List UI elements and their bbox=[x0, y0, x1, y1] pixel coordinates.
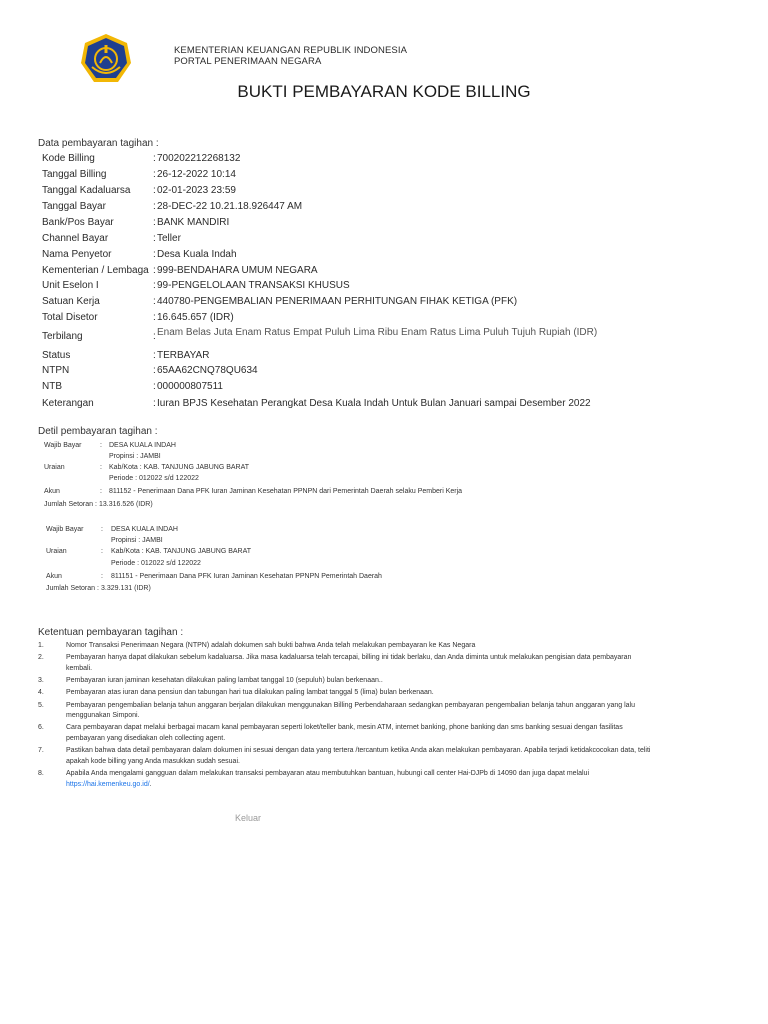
rule-item bbox=[38, 676, 658, 687]
row-separator: : bbox=[153, 381, 156, 392]
detail1-propinsi: Propinsi : JAMBI bbox=[109, 453, 161, 460]
row-separator: : bbox=[153, 249, 156, 260]
rule-number: 6. bbox=[38, 724, 44, 732]
detail-separator: : bbox=[95, 501, 97, 508]
rules-section-heading: Ketentuan pembayaran tagihan : bbox=[38, 627, 184, 638]
row-label: Terbilang bbox=[42, 331, 83, 342]
rule-text: Pembayaran atas iuran dana pensiun dan tabungan hari tua dilakukan paling lambat tanggal 5 (lima) bulan berkenaan. bbox=[66, 689, 434, 697]
detail-value: DESA KUALA INDAH bbox=[111, 526, 178, 533]
row-value: 28-DEC-22 10.21.18.926447 AM bbox=[157, 201, 303, 212]
rule-number: 5. bbox=[38, 701, 44, 709]
row-label: Tanggal Bayar bbox=[42, 201, 106, 212]
rules-list bbox=[38, 641, 658, 792]
detail-separator: : bbox=[100, 488, 102, 495]
detail-separator: : bbox=[101, 526, 103, 533]
rule-number: 8. bbox=[38, 770, 44, 778]
row-separator: : bbox=[153, 296, 156, 307]
row-value: 99-PENGELOLAAN TRANSAKSI KHUSUS bbox=[157, 280, 350, 291]
payment-row-ntpn bbox=[42, 365, 258, 376]
payment-row-ntb bbox=[42, 381, 223, 392]
rule-number: 2. bbox=[38, 654, 44, 662]
rule-text: Apabila Anda mengalami gangguan dalam melakukan transaksi pembayaran atau membutuhkan bantuan, hubungi call center Hai-DJPb di 14090 dan juga dapat melalui bbox=[66, 770, 590, 778]
row-value: Desa Kuala Indah bbox=[157, 249, 237, 260]
row-label: Channel Bayar bbox=[42, 233, 109, 244]
payment-row-eselon bbox=[42, 280, 350, 291]
rule-number: 1. bbox=[38, 642, 44, 649]
payment-row-channel bbox=[42, 233, 181, 244]
rule-number: 3. bbox=[38, 677, 44, 685]
row-value: Teller bbox=[157, 233, 181, 244]
payment-row-bank bbox=[42, 217, 229, 228]
detail-value: 3.329.131 (IDR) bbox=[100, 585, 151, 592]
row-label: Total Disetor bbox=[42, 312, 98, 323]
rule-item bbox=[38, 746, 658, 767]
detail1-akun-row bbox=[44, 488, 462, 495]
payment-row-terbilang bbox=[42, 327, 598, 342]
row-value: Iuran BPJS Kesehatan Perangkat Desa Kuala Indah Untuk Bulan Januari sampai Desember 2022 bbox=[157, 398, 591, 409]
row-separator: : bbox=[153, 350, 156, 361]
row-label: Kode Billing bbox=[42, 153, 95, 164]
rule-item bbox=[38, 653, 658, 674]
detail-separator: : bbox=[100, 464, 102, 471]
row-separator: : bbox=[153, 365, 156, 376]
rule-item bbox=[38, 701, 658, 722]
detail-label: Wajib Bayar bbox=[44, 442, 82, 449]
row-separator: : bbox=[153, 280, 156, 291]
logout-button[interactable]: Keluar bbox=[235, 813, 262, 823]
detail-value: DESA KUALA INDAH bbox=[109, 442, 176, 449]
detail-label: Jumlah Setoran bbox=[46, 585, 96, 592]
row-separator: : bbox=[153, 185, 156, 196]
row-value: 700202212268132 bbox=[157, 153, 241, 164]
detail-label: Akun bbox=[44, 488, 60, 495]
detail2-uraian-row bbox=[46, 548, 251, 555]
detail-value: 811151 - Penerimaan Dana PFK Iuran Jaminan Kesehatan PPNPN Pemerintah Daerah bbox=[111, 573, 382, 580]
row-separator: : bbox=[153, 153, 156, 164]
rule-text: Pastikan bahwa data detail pembayaran dalam dokumen ini sesuai dengan data yang tertera /tercantum ketika Anda akan melakukan pembayaran. Apabila terjadi ketidakcocokan data, teliti apakah kode billing yang Anda masukkan sudah sesuai. bbox=[66, 747, 651, 765]
detail-separator: : bbox=[97, 585, 99, 592]
row-label: Nama Penyetor bbox=[42, 249, 112, 260]
rule-text: Cara pembayaran dapat melalui berbagai macam kanal pembayaran seperti loket/teller bank, mesin ATM, internet banking, phone banking dan sms banking sesuai dengan fasilitas pembayaran yang disediakan oleh collecting agent. bbox=[66, 724, 623, 742]
detail2-propinsi: Propinsi : JAMBI bbox=[111, 537, 163, 544]
detail-label: Uraian bbox=[46, 548, 67, 555]
detail-value: Kab/Kota : KAB. TANJUNG JABUNG BARAT bbox=[109, 464, 250, 471]
detail2-akun-row bbox=[46, 573, 382, 580]
payment-row-tanggal-kadaluarsa bbox=[42, 185, 236, 196]
row-value: 02-01-2023 23:59 bbox=[157, 185, 236, 196]
row-label: Satuan Kerja bbox=[42, 296, 100, 307]
rule-text: Pembayaran hanya dapat dilakukan sebelum kadaluarsa. Jika masa kadaluarsa telah tercapai, billing ini tidak berlaku, dan Anda diminta untuk melakukan pengisian data pembayaran kembali. bbox=[66, 654, 632, 672]
rule-number: 7. bbox=[38, 747, 44, 755]
page-title: BUKTI PEMBAYARAN KODE BILLING bbox=[237, 82, 531, 101]
row-label: Status bbox=[42, 350, 71, 361]
row-separator: : bbox=[153, 201, 156, 212]
row-separator: : bbox=[153, 265, 156, 276]
rule-tail: . bbox=[149, 780, 152, 788]
rule-item bbox=[38, 723, 658, 744]
detail-label: Uraian bbox=[44, 464, 65, 471]
row-label: Tanggal Kadaluarsa bbox=[42, 185, 131, 196]
rule-item bbox=[38, 688, 658, 699]
detail-value: Kab/Kota : KAB. TANJUNG JABUNG BARAT bbox=[111, 548, 252, 555]
row-label: NTB bbox=[42, 381, 62, 392]
hai-djpb-link[interactable]: https://hai.kemenkeu.go.id/ bbox=[66, 780, 150, 788]
payment-row-kementerian bbox=[42, 265, 318, 276]
kemenkeu-logo-icon bbox=[80, 33, 132, 85]
row-label: Keterangan bbox=[42, 398, 94, 409]
row-label: Tanggal Billing bbox=[42, 169, 107, 180]
org-name-line1: KEMENTERIAN KEUANGAN REPUBLIK INDONESIA bbox=[174, 45, 408, 56]
payment-row-tanggal-bayar bbox=[42, 201, 302, 212]
rule-text: Pembayaran pengembalian belanja tahun anggaran berjalan dilakukan menggunakan Billing Perbendaharaan sedangkan pembayaran pengembalian belanja tahun anggaran yang lalu menggunakan Simponi. bbox=[66, 701, 635, 720]
payment-row-satuan-kerja bbox=[42, 296, 517, 307]
row-value: Enam Belas Juta Enam Ratus Empat Puluh Lima Ribu Enam Ratus Lima Puluh Tujuh Rupiah (IDR) bbox=[157, 327, 598, 338]
detail1-uraian-row bbox=[44, 464, 249, 471]
rule-text: Nomor Transaksi Penerimaan Negara (NTPN) adalah dokumen sah bukti bahwa Anda telah melakukan pembayaran ke Kas Negara bbox=[66, 642, 476, 649]
payment-row-tanggal-billing bbox=[42, 169, 236, 180]
row-label: Kementerian / Lembaga bbox=[42, 265, 149, 276]
org-name-line2: PORTAL PENERIMAAN NEGARA bbox=[174, 56, 322, 67]
row-separator: : bbox=[153, 331, 156, 342]
rule-item bbox=[38, 641, 658, 652]
payment-row-status bbox=[42, 350, 209, 361]
row-value: 999-BENDAHARA UMUM NEGARA bbox=[157, 265, 318, 276]
row-separator: : bbox=[153, 312, 156, 323]
payment-row-kode-billing bbox=[42, 153, 240, 164]
rule-item bbox=[38, 769, 658, 790]
row-value: 440780-PENGEMBALIAN PENERIMAAN PERHITUNGAN FIHAK KETIGA (PFK) bbox=[157, 296, 518, 307]
row-label: Unit Eselon I bbox=[42, 280, 99, 291]
row-label: NTPN bbox=[42, 365, 70, 376]
payment-row-total bbox=[42, 312, 234, 323]
detail-section-heading: Detil pembayaran tagihan : bbox=[38, 426, 158, 437]
detail-separator: : bbox=[100, 442, 102, 449]
detail1-wajib-row bbox=[44, 442, 176, 449]
detail-label: Jumlah Setoran bbox=[44, 501, 94, 508]
detail-value: 811152 - Penerimaan Dana PFK Iuran Jaminan Kesehatan PPNPN dari Pemerintah Daerah selaku Pemberi Kerja bbox=[109, 488, 463, 495]
row-value: BANK MANDIRI bbox=[157, 217, 230, 228]
rule-number: 4. bbox=[38, 689, 44, 697]
detail1-periode: Periode : 012022 s/d 122022 bbox=[109, 475, 199, 482]
row-value: 000000807511 bbox=[157, 381, 223, 392]
detail2-jumlah-row bbox=[46, 585, 151, 592]
detail-separator: : bbox=[101, 548, 103, 555]
row-value: 16.645.657 (IDR) bbox=[157, 312, 234, 323]
detail-separator: : bbox=[101, 573, 103, 580]
row-value: 65AA62CNQ78QU634 bbox=[157, 365, 258, 376]
rule-text: Pembayaran iuran jaminan kesehatan dilakukan paling lambat tanggal 10 (sepuluh) bulan berkenaan.. bbox=[66, 677, 383, 685]
detail1-jumlah-row bbox=[44, 501, 153, 508]
detail-label: Wajib Bayar bbox=[46, 526, 84, 533]
detail2-periode: Periode : 012022 s/d 122022 bbox=[111, 560, 201, 567]
row-separator: : bbox=[153, 233, 156, 244]
row-label: Bank/Pos Bayar bbox=[42, 217, 114, 228]
detail-label: Akun bbox=[46, 573, 62, 580]
row-value: 26-12-2022 10:14 bbox=[157, 169, 236, 180]
row-value: TERBAYAR bbox=[157, 350, 210, 361]
row-separator: : bbox=[153, 169, 156, 180]
detail-value: 13.316.526 (IDR) bbox=[98, 501, 153, 508]
payment-section-heading: Data pembayaran tagihan : bbox=[38, 138, 159, 149]
row-separator: : bbox=[153, 217, 156, 228]
detail2-wajib-row bbox=[46, 526, 178, 533]
payment-row-keterangan bbox=[42, 398, 591, 409]
row-separator: : bbox=[153, 398, 156, 409]
payment-row-penyetor bbox=[42, 249, 237, 260]
